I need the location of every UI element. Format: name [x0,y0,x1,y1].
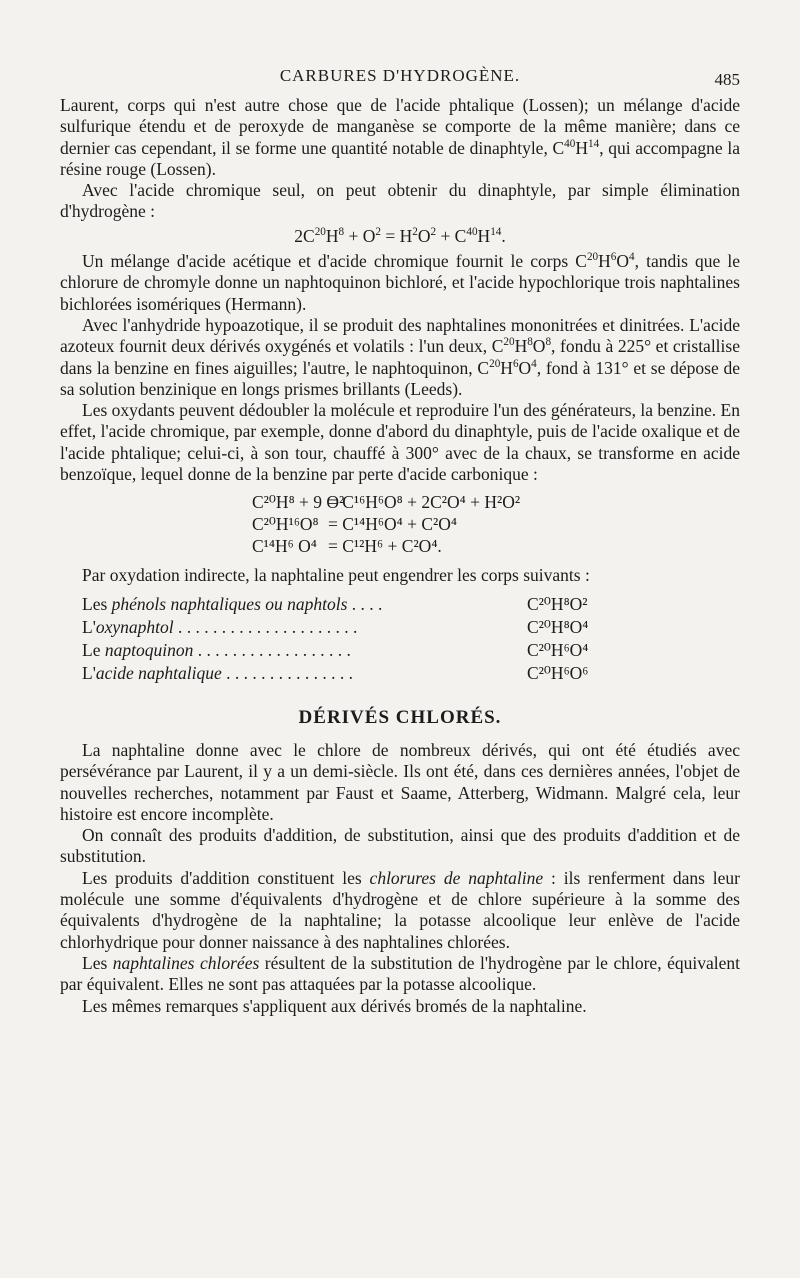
paragraph: Un mélange d'acide acétique et d'acide chromique fournit le corps $C^{20}H^6O^4$, tandis que le chlorure de chromyle donne un naphtoquinon bichloré, et l'acide hypochlorique trois naphtalines bichlorées isomériques (Hermann). [60,251,740,314]
paragraph: La naphtaline donne avec le chlore de nombreux dérivés, qui ont été étudiés avec persévérance par Laurent, il y a un demi-siècle. Ils ont été, dans ces dernières années, l'objet de nouvelles recherches, notamment par Faust et Saame, Atterberg, Widmann. Malgré cela, leur histoire est encore incomplète. [60,739,740,824]
list-item: Les phénols naphtaliques ou naphtols . . . . C²⁰H⁸O² [82,593,588,614]
body-text [60,95,740,1017]
equation-rhs: = C¹²H⁶ + C²O⁴. [328,536,442,557]
paragraph: Avec l'anhydride hypoazotique, il se produit des naphtalines mononitrées et dinitrées. L'acide azoteux fournit deux dérivés oxygénés et volatils : l'un deux, $C^{20}H^8O^8$, fondu à 225° et cristallise dans la benzine en fines aiguilles; l'autre, le naphtoquinon, $C^{20}H^6O^4$, fond à 131° et se dépose de sa solution benzinique en longs prismes brillants (Leeds). [60,314,741,399]
running-head [60,66,740,90]
paragraph: Laurent, corps qui n'est autre chose que de l'acide phtalique (Lossen); un mélange d'acide sulfurique étendu et de peroxyde de manganèse se comporte de la même manière; dans ce dernier cas cependant, il se forme une quantité notable de dinaphtyle, $C^{40}H^{14}$, qui accompagne la résine rouge (Lossen). [60,95,740,179]
equation-lhs: C²⁰H⁸ + 9 O² [252,492,345,513]
section-title: DÉRIVÉS CHLORÉS. [298,706,502,728]
equation-rhs: = C¹⁴H⁶O⁴ + C²O⁴ [328,514,458,535]
list-item: L'oxynaphtol . . . . . . . . . . . . . . . . . . . . . C²⁰H⁸O⁴ [82,616,589,637]
product-formula: C²⁰H⁸O⁴ [527,616,589,637]
product-formula: C²⁰H⁶O⁴ [527,639,589,660]
product-list [82,593,740,685]
list-item: L'acide naphtalique . . . . . . . . . . . . . . . C²⁰H⁶O⁶ [82,662,589,683]
equation-rhs: = C¹⁶H⁶O⁸ + 2C²O⁴ + H²O² [328,492,521,513]
product-formula: C²⁰H⁸O² [527,593,588,614]
product-formula: C²⁰H⁶O⁶ [527,662,589,683]
paragraph: On connaît des produits d'addition, de substitution, ainsi que des produits d'addition et de substitution. [60,825,740,867]
paragraph: Les mêmes remarques s'appliquent aux dérivés bromés de la naphtaline. [82,995,587,1016]
paragraph: Les naphtalines chlorées résultent de la substitution de l'hydrogène par le chlore, équivalent par équivalent. Elles ne sont pas attaquées par la potasse alcoolique. [60,952,740,995]
running-title: CARBURES D'HYDROGÈNE. [279,66,521,85]
equation-block [252,491,740,557]
page-number: 485 [714,70,740,89]
list-item: Le naptoquinon . . . . . . . . . . . . . . . . . . C²⁰H⁶O⁴ [82,639,589,660]
equation-line [252,535,740,557]
paragraph: Avec l'acide chromique seul, on peut obtenir du dinaphtyle, par simple élimination d'hydrogène : [60,180,740,222]
paragraph: Les oxydants peuvent dédoubler la molécule et reproduire l'un des générateurs, la benzine. En effet, l'acide chromique, par exemple, donne d'abord du dinaphtyle, puis de l'acide oxalique et de l'acide phtalique; celui-ci, à son tour, chauffé à 300° avec de la chaux, se transforme en acide benzoïque, lequel donne de la benzine par perte d'acide carbonique : [60,400,740,485]
paragraph: Les produits d'addition constituent les chlorures de naphtaline : ils renferment dans leur molécule une somme d'équivalents d'hydrogène et de chlore supérieure à la somme des équivalents d'hydrogène de la naphtaline; la potasse alcoolique leur enlève de l'acide chlorhydrique pour donner naissance à des naphtalines chlorées. [60,867,740,952]
equation-line [252,513,740,535]
formula: $2C^{20}H^8 + O^2 = H^2O^2 + C^{40}H^{14}$. [294,225,506,246]
paragraph: Par oxydation indirecte, la naphtaline peut engendrer les corps suivants : [82,565,590,586]
equation-lhs: C¹⁴H⁶ O⁴ [252,536,317,557]
equation-lhs: C²⁰H¹⁶O⁸ [252,514,319,535]
equation-line [252,491,740,513]
